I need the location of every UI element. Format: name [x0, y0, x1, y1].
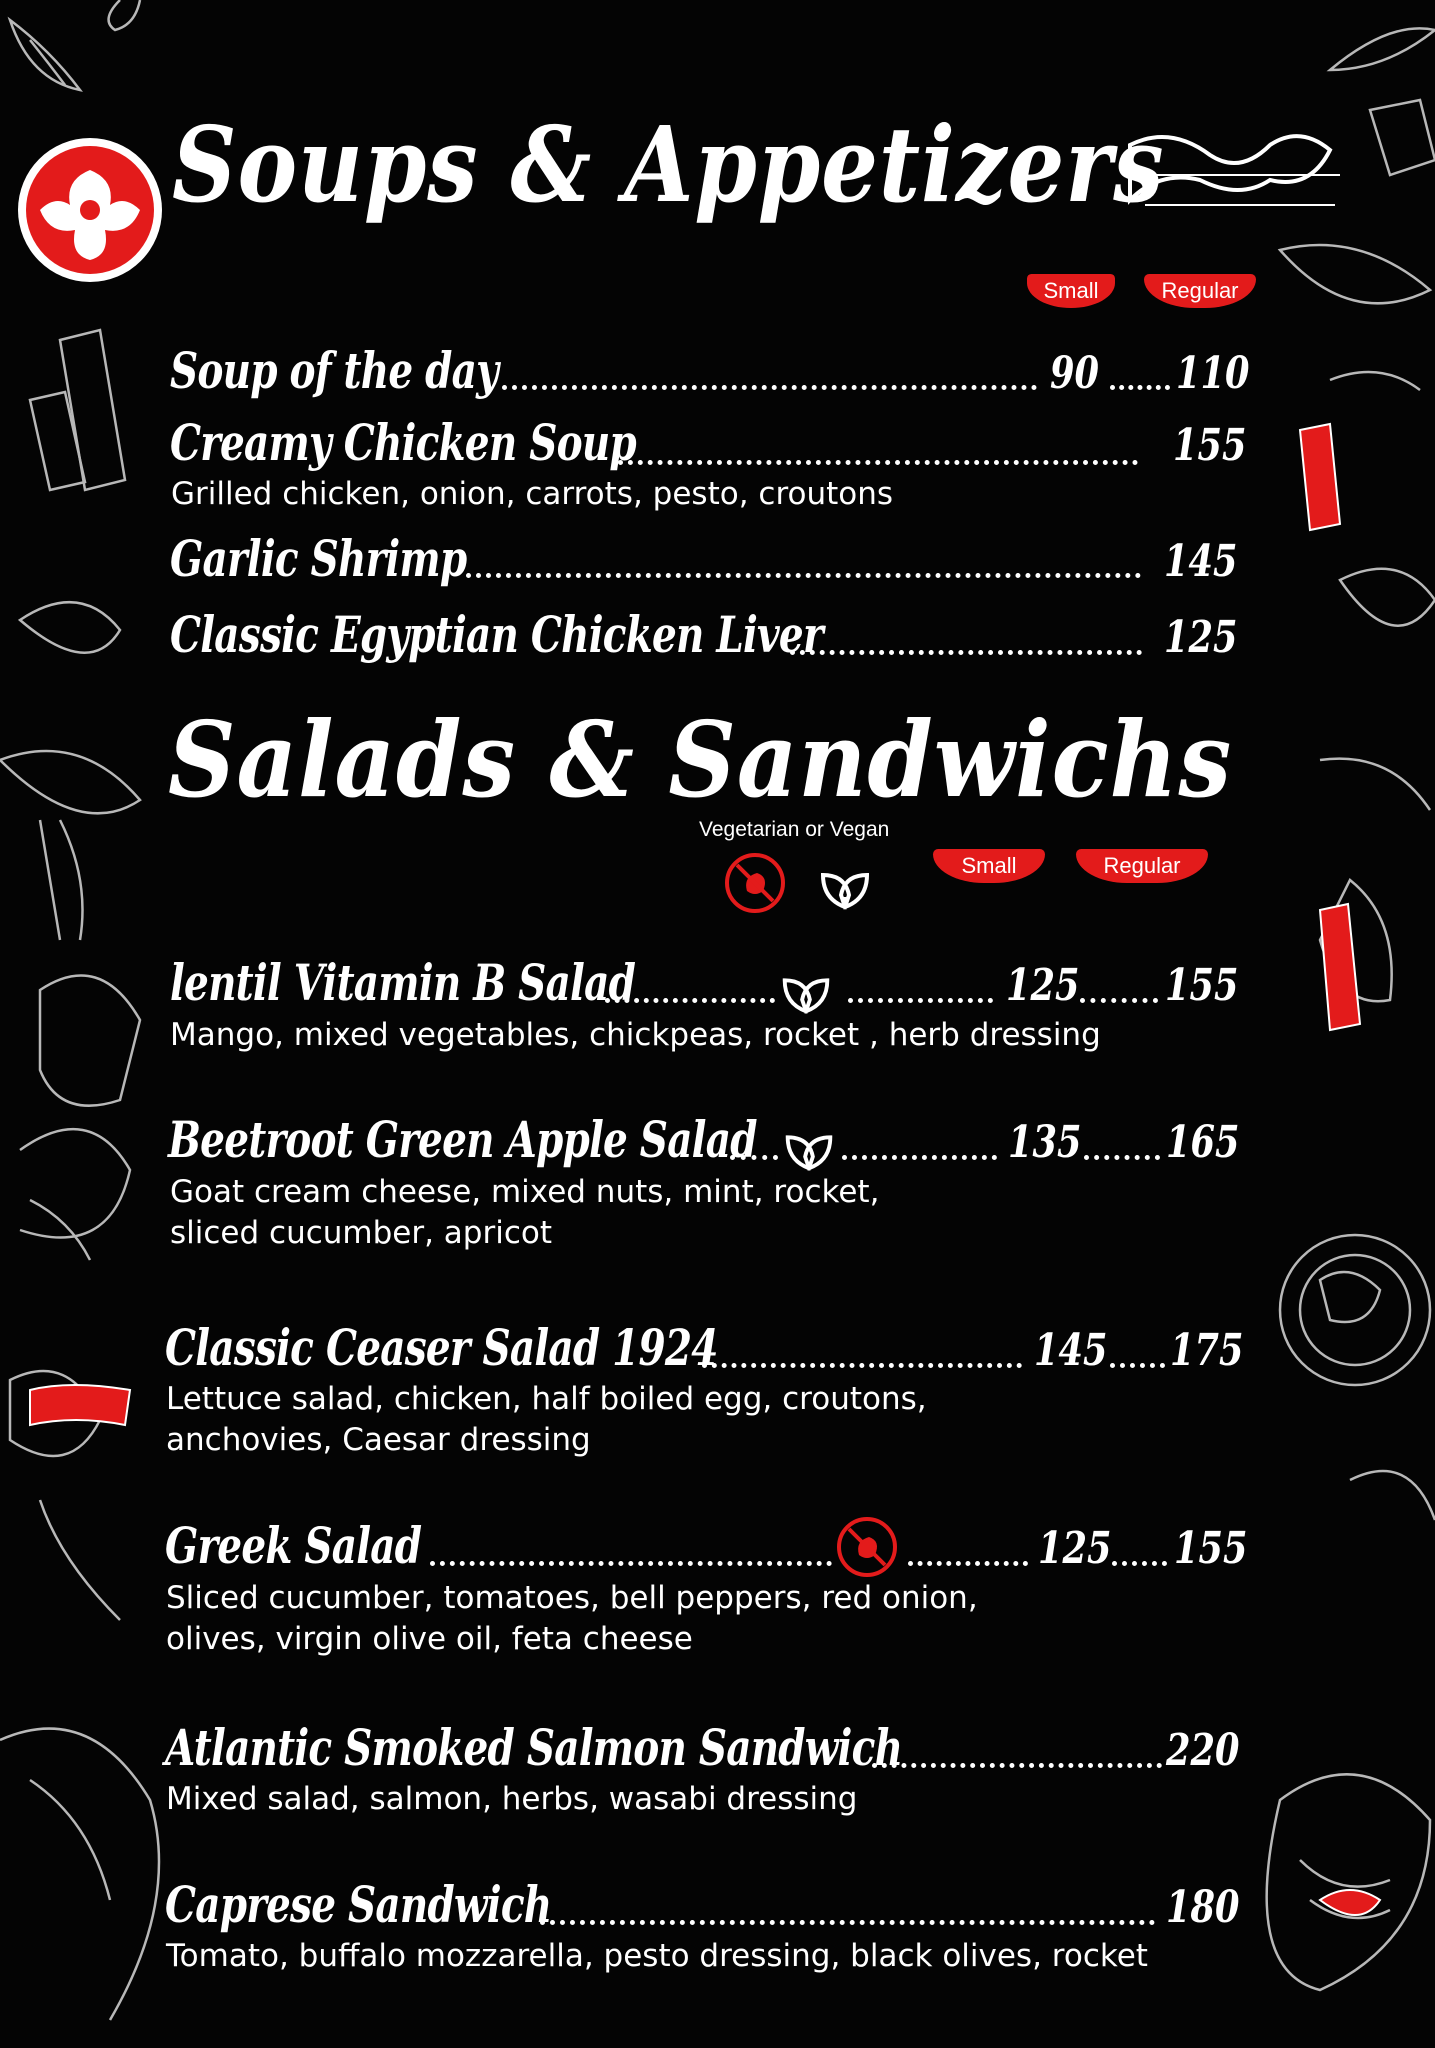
- caprese-sandwich-price: 180: [1166, 1882, 1240, 1933]
- dotted-leader: [730, 1155, 778, 1160]
- dotted-leader: [1112, 1561, 1167, 1566]
- beetroot-salad-price-regular: 165: [1166, 1117, 1240, 1168]
- dotted-leader: [842, 1155, 997, 1160]
- dotted-leader: [605, 998, 775, 1003]
- soup-of-the-day-price-regular: 110: [1176, 348, 1250, 399]
- salads-small-badge: Small: [933, 849, 1045, 883]
- caesar-salad-desc-line1: Lettuce salad, chicken, half boiled egg, croutons,: [166, 1381, 927, 1417]
- dotted-leader: [848, 998, 993, 1003]
- dotted-leader: [1084, 1155, 1160, 1160]
- vegan-leaf-icon: [778, 1114, 840, 1176]
- caprese-sandwich-name: Caprese Sandwich: [165, 1875, 552, 1934]
- soup-of-the-day-name: Soup of the day: [170, 341, 499, 400]
- salmon-sandwich-desc: Mixed salad, salmon, herbs, wasabi dressing: [166, 1781, 858, 1817]
- greek-salad-price-regular: 155: [1174, 1523, 1248, 1574]
- lentil-salad-price-regular: 155: [1165, 960, 1239, 1011]
- dotted-leader: [502, 385, 1037, 390]
- beetroot-salad-price-small: 135: [1008, 1117, 1082, 1168]
- caesar-salad-price-small: 145: [1034, 1325, 1108, 1376]
- greek-salad-desc-line2: olives, virgin olive oil, feta cheese: [166, 1621, 693, 1657]
- soups-small-badge: Small: [1027, 274, 1115, 308]
- dotted-leader: [1110, 1363, 1165, 1368]
- lentil-salad-name: lentil Vitamin B Salad: [170, 953, 636, 1012]
- dotted-leader: [1110, 385, 1170, 390]
- garlic-shrimp-name: Garlic Shrimp: [170, 529, 467, 588]
- soups-section-title: Soups & Appetizers: [172, 103, 1165, 226]
- vegan-leaf-icon: [813, 851, 877, 915]
- dotted-leader: [790, 650, 1142, 655]
- salmon-sandwich-name: Atlantic Smoked Salmon Sandwich: [165, 1718, 903, 1777]
- soup-of-the-day-price-small: 90: [1050, 348, 1099, 399]
- dotted-leader: [702, 1363, 1022, 1368]
- dotted-leader: [466, 573, 1141, 578]
- greek-salad-name: Greek Salad: [165, 1516, 422, 1575]
- beetroot-salad-desc-line2: sliced cucumber, apricot: [170, 1215, 553, 1251]
- greek-salad-price-small: 125: [1038, 1523, 1112, 1574]
- dotted-leader: [618, 460, 1138, 465]
- lentil-salad-desc: Mango, mixed vegetables, chickpeas, rocket , herb dressing: [170, 1017, 1101, 1053]
- creamy-chicken-soup-price: 155: [1173, 420, 1247, 471]
- vegetarian-no-meat-icon: [723, 851, 787, 915]
- soups-regular-badge: Regular: [1144, 274, 1256, 308]
- garlic-shrimp-price: 145: [1164, 536, 1238, 587]
- lentil-salad-price-small: 125: [1006, 960, 1080, 1011]
- salads-section-title: Salads & Sandwichs: [168, 698, 1233, 821]
- vegetarian-note: Vegetarian or Vegan: [699, 818, 890, 841]
- caesar-salad-price-regular: 175: [1170, 1325, 1244, 1376]
- beetroot-salad-desc-line1: Goat cream cheese, mixed nuts, mint, rocket,: [170, 1174, 880, 1210]
- dotted-leader: [540, 1920, 1155, 1925]
- creamy-chicken-soup-name: Creamy Chicken Soup: [170, 413, 636, 472]
- salads-regular-badge: Regular: [1076, 849, 1208, 883]
- chicken-liver-price: 125: [1164, 612, 1238, 663]
- caesar-salad-name: Classic Ceaser Salad 1924: [165, 1318, 718, 1377]
- tomato-slice-icon: [10, 130, 170, 290]
- creamy-chicken-soup-desc: Grilled chicken, onion, carrots, pesto, croutons: [171, 476, 894, 512]
- dotted-leader: [908, 1561, 1028, 1566]
- caesar-salad-desc-line2: anchovies, Caesar dressing: [166, 1422, 591, 1458]
- dotted-leader: [430, 1561, 832, 1566]
- vegetarian-no-meat-icon: [835, 1515, 899, 1579]
- dotted-leader: [1080, 998, 1158, 1003]
- chicken-liver-name: Classic Egyptian Chicken Liver: [170, 605, 823, 664]
- beetroot-salad-name: Beetroot Green Apple Salad: [168, 1110, 757, 1169]
- dotted-leader: [872, 1763, 1162, 1768]
- greek-salad-desc-line1: Sliced cucumber, tomatoes, bell peppers, red onion,: [166, 1580, 978, 1616]
- caprese-sandwich-desc: Tomato, buffalo mozzarella, pesto dressing, black olives, rocket: [166, 1938, 1148, 1974]
- salmon-sandwich-price: 220: [1166, 1725, 1240, 1776]
- vegan-leaf-icon: [775, 957, 837, 1019]
